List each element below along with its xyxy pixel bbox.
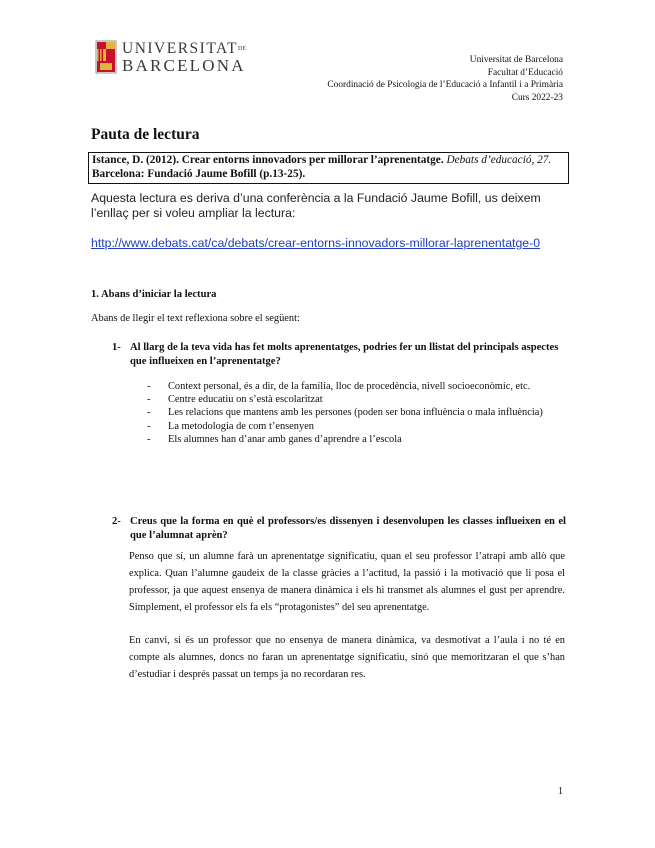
reference-author-title: Istance, D. (2012). Crear entorns innovadors per millorar l’aprenentatge. [92,154,444,166]
logo-line-2: BARCELONA [122,56,246,75]
page-number: 1 [558,786,563,797]
reading-link[interactable]: http://www.debats.cat/ca/debats/crear-entorns-innovadors-millorar-laprenentatge-0 [91,236,541,250]
section-prompt: Abans de llegir el text reflexiona sobre el següent: [91,313,300,324]
answer-paragraph: Penso que sí, un alumne farà un aprenentatge significatiu, quan el seu professor l’atrapi amb allò que explica. Quan l’alumne gaudeix de la classe gràcies a l’actitud, la passió i la motivació que li posa el professor, ja que aquest ensenya de manera dinàmica i els hi transmet als alumnes el gust per aprendre. Simplement, el professor els fa els “protagonistes” del seu aprenentatge. [129,551,565,613]
reference-publisher: Barcelona: Fundació Jaume Bofill (p.13-25). [92,167,306,180]
question-number: 2- [112,516,121,527]
list-item: - La metodologia de com t’ensenyen [147,420,314,432]
answer-paragraph: En canvi, si és un professor que no ensenya de manera dinàmica, va desmotivat a l’aula i no té en compte als alumnes, doncs no faran un aprenentatge significatiu, sinó que memoritzaran el que s’han d’estudiar i després passat un temps ja no recordaran res. [129,635,565,680]
page-title: Pauta de lectura [91,126,200,143]
question-text: Creus que la forma en què el professors/es dissenyen i desenvolupen les classes influeixen en el que l’alumnat aprèn? [130,516,566,541]
header-faculty: Facultat d’Educació [487,67,563,78]
header-university: Universitat de Barcelona [469,55,563,65]
answer-list [147,380,565,446]
intro-text: Aquesta lectura es deriva d’una conferència a la Fundació Jaume Bofill, us deixem l’enllaç per si voleu ampliar la lectura: [91,191,541,220]
section-heading: 1. Abans d’iniciar la lectura [91,289,217,300]
university-shield-icon [95,40,117,74]
list-item: - Les relacions que mantens amb les persones (poden ser bona influència o mala influència) [147,407,543,419]
question-text: Al llarg de la teva vida has fet molts aprenentatges, podries fer un llistat del principals aspectes que influeixen en l’aprenentatge? [130,342,559,367]
header-coordination: Coordinació de Psicologia de l’Educació a Infantil i a Primària [327,80,563,91]
list-item: - Els alumnes han d’anar amb ganes d’aprendre a l’escola [147,433,402,445]
question-1 [112,341,566,368]
reference-box [88,152,569,184]
reference-journal: Debats d’educació, 27. [443,154,552,166]
list-item: - Centre educatiu on s’està escolaritzat [147,394,323,406]
header-course: Curs 2022-23 [511,92,563,103]
list-item: - Context personal, és a dir, de la família, lloc de procedència, nivell socioeconòmic, etc. [147,381,531,392]
university-logo [95,40,247,78]
question-number: 1- [112,342,121,353]
logo-line-1: UNIVERSITATDE [122,40,247,57]
question-2 [112,515,566,542]
document-header [327,54,563,104]
